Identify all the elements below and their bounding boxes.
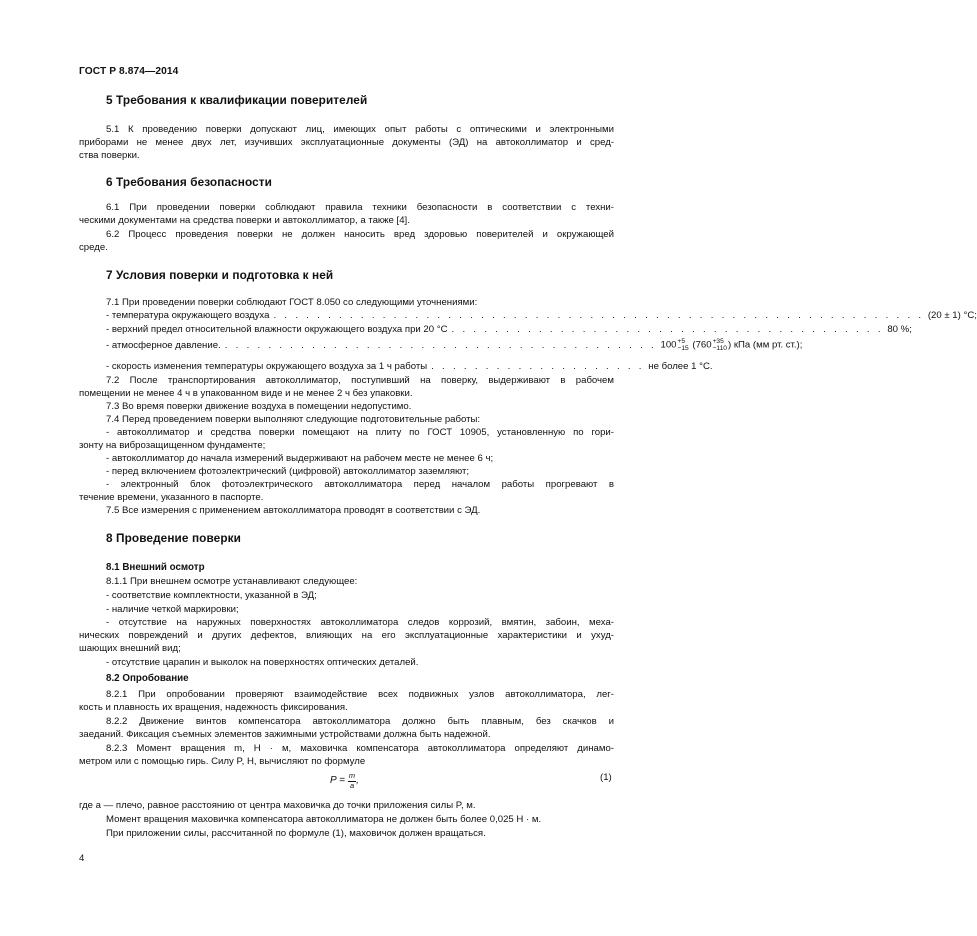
tolerance-lower: −15 [677,345,689,352]
leader-dots: . . . . . . . . . . . . . . . . . . . . . . . . . . . . . . . . . . . . . . . . [451,324,884,335]
paragraph-line: - перед включением фотоэлектрический (цифровой) автоколлиматор заземляют; [106,466,470,477]
paragraph-line: - автоколлиматор и средства поверки помещают на плиту по ГОСТ 10905, установленную по гори- [106,427,614,438]
paragraph-line: кость и плавность их вращения, надежность фиксирования. [79,702,348,713]
paragraph-line: 7.2 После транспортирования автоколлиматор, поступивший на поверку, выдерживают в рабочем [106,375,614,386]
paragraph-line: ства поверки. [79,150,140,161]
tolerance-upper: +5 [677,338,686,345]
paragraph-line: 8.2.2 Движение винтов компенсатора автоколлиматора должно быть плавным, без скачков и [106,716,614,727]
paragraph-line: - отсутствие на наружных поверхностях автоколлиматора следов коррозий, вмятин, забоин, меха- [106,617,614,628]
condition-temperature [106,310,977,323]
paragraph-line: 6.2 Процесс проведения поверки не должен наносить вред здоровью поверителей и окружающей [106,229,614,240]
paragraph-line: зонту на виброзащищенном фундаменте; [79,440,266,451]
paragraph-line: течение времени, указанного в паспорте. [79,492,264,503]
condition-value: (20 ± 1) °С; [927,310,977,321]
paragraph-line: - автоколлиматор до начала измерений выдерживают на рабочем месте не менее 6 ч; [106,453,494,464]
condition-temperature-rate [106,361,713,374]
paragraph-line: метром или с помощью гирь. Силу P, Н, вычисляют по формуле [79,756,366,767]
condition-humidity [106,324,912,337]
pressure-base: 100 [660,339,677,351]
tolerance-kpa [678,338,689,352]
paragraph-line: - электронный блок фотоэлектрического автоколлиматора перед началом работы прогревают в [106,479,614,490]
paragraph-line: 8.2.1 При опробовании проверяют взаимодействие всех подвижных узлов автоколлиматора, лег- [106,689,614,700]
condition-value: не более 1 °С. [648,361,713,372]
formula-fraction [348,772,356,790]
paragraph-line: шающих внешний вид; [79,643,181,654]
paragraph-line: приборами не менее двух лет, изучивших эксплуатационные документы (ЭД) на автоколлиматор и сред- [79,137,614,148]
paragraph-line: - отсутствие царапин и выколок на поверхностях оптических деталей. [106,657,419,668]
section-8-title: 8 Проведение поверки [106,531,242,545]
paragraph-line: 7.5 Все измерения с применением автоколлиматора проводят в соответствии с ЭД. [106,505,481,516]
paragraph-line: 7.3 Во время поверки движение воздуха в помещении недопустимо. [106,401,412,412]
tolerance-mmhg [713,338,727,352]
paragraph-line: заеданий. Фиксация съемных элементов зажимными устройствами должна быть надежной. [79,729,491,740]
formula-1 [330,772,359,790]
condition-label: - температура окружающего воздуха [106,310,270,321]
section-6-title: 6 Требования безопасности [106,175,273,189]
formula-denominator: a [349,780,355,790]
page-number: 4 [79,853,85,864]
paragraph-line: 7.4 Перед проведением поверки выполняют следующие подготовительные работы: [106,414,481,425]
condition-label: - верхний предел относительной влажности окружающего воздуха при 20 °С [106,324,448,335]
paragraph-line: среде. [79,242,108,253]
subsection-8-1-title: 8.1 Внешний осмотр [106,562,205,573]
condition-value: 80 %; [887,324,912,335]
paragraph-line: Момент вращения маховичка компенсатора автоколлиматора не должен быть более 0,025 Н · м. [106,814,542,825]
formula-number: (1) [600,772,612,783]
paragraph-line: 6.1 При проведении поверки соблюдают правила техники безопасности в соответствии с техни- [106,202,614,213]
pressure-value [661,338,803,352]
paragraph-line: 8.2.3 Момент вращения m, Н · м, маховичка компенсатора автоколлиматора определяют динамо- [106,743,614,754]
tolerance-lower: −110 [712,345,727,352]
leader-dots: . . . . . . . . . . . . . . . . . . . . . . . . . . . . . . . . . . . . . . . . . . . . . . . . . . . . . . . . . . . . [273,310,924,321]
paragraph-line: ческими документами на средства поверки и автоколлиматор, а также [4]. [79,215,410,226]
paragraph-line: - наличие четкой маркировки; [106,604,239,615]
subsection-8-2-title: 8.2 Опробование [106,673,189,684]
condition-pressure [106,338,803,356]
running-header: ГОСТ Р 8.874—2014 [79,66,179,77]
paragraph-line: 8.1.1 При внешнем осмотре устанавливают следующее: [106,576,358,587]
paragraph-line: - соответствие комплектности, указанной в ЭД; [106,590,317,601]
condition-label: - атмосферное давление. [106,339,221,351]
pressure-unit: ) кПа (мм рт. ст.); [727,339,803,351]
leader-dots: . . . . . . . . . . . . . . . . . . . . [431,361,645,372]
formula-lhs: P = [330,774,345,786]
paragraph-line: 7.1 При проведении поверки соблюдают ГОСТ 8.050 со следующими уточнениями: [106,297,478,308]
leader-dots: . . . . . . . . . . . . . . . . . . . . . . . . . . . . . . . . . . . . . . . . [224,339,657,351]
condition-label: - скорость изменения температуры окружающего воздуха за 1 ч работы [106,361,428,372]
paragraph-line: помещении не менее 4 ч в упакованном виде и не менее 2 ч без упаковки. [79,388,413,399]
paragraph-line: При приложении силы, рассчитанной по формуле (1), маховичок должен вращаться. [106,828,486,839]
tolerance-upper: +35 [712,338,724,345]
pressure-mmhg: (760 [692,339,712,351]
paragraph-line: 5.1 К проведению поверки допускают лиц, имеющих опыт работы с оптическими и электронными [106,124,614,135]
formula-end: , [356,774,359,786]
where-line: где a — плечо, равное расстоянию от центра маховичка до точки приложения силы P, м. [79,800,476,811]
section-5-title: 5 Требования к квалификации поверителей [106,93,368,107]
formula-numerator: m [348,771,356,780]
section-7-title: 7 Условия поверки и подготовка к ней [106,268,334,282]
paragraph-line: нических повреждений и других дефектов, влияющих на его эксплуатационные характеристики и ухуд- [79,630,614,641]
